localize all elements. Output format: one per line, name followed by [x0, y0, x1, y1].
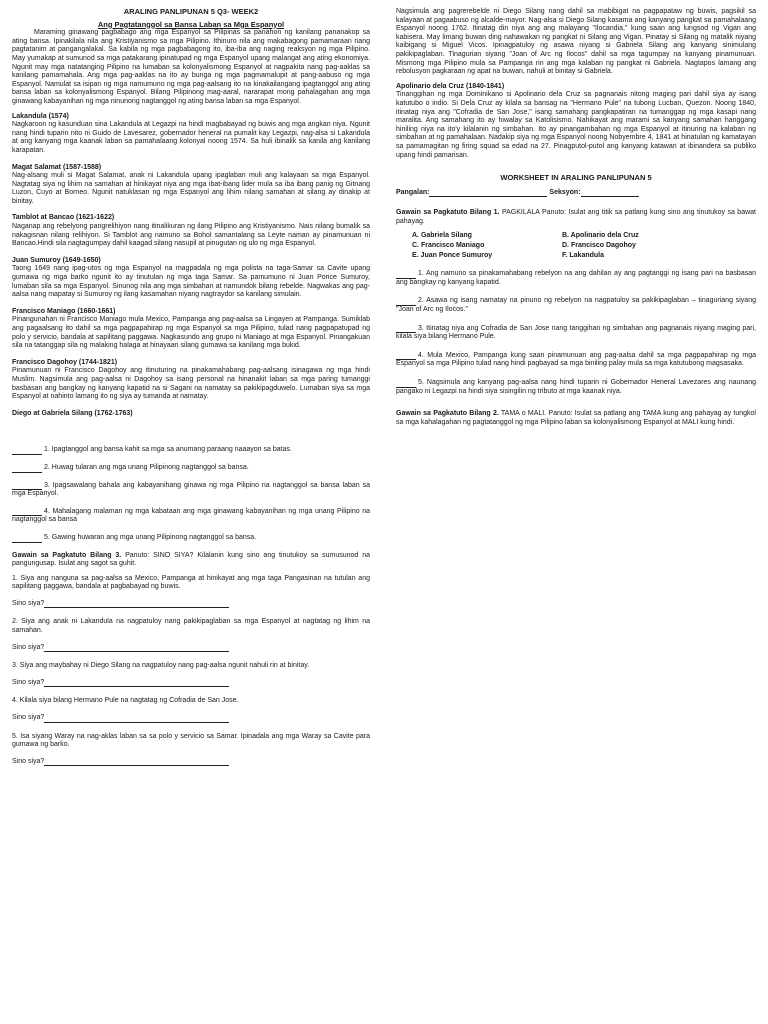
- question-text: 3. Siya ang maybahay ni Diego Silang na nagpatuloy nang pag-aalsa ngunit nahuli rin at binitay.: [12, 662, 310, 670]
- history-section: [12, 113, 370, 156]
- pangalan-field[interactable]: [429, 189, 547, 197]
- item-text: 2. Huwag tularan ang mga unang Pilipinong nagtanggol sa bansa.: [44, 463, 249, 471]
- section-heading: Juan Sumuroy (1649-1650): [12, 256, 101, 264]
- sino-label: Sino siya?: [12, 678, 45, 686]
- history-sections: [12, 113, 370, 402]
- question-text: 1. Siya ang nanguna sa pag-aalsa sa Mexico, Pampanga at hinikayat ang mga taga Pangasinan na tutulan ang sapilitang paggawa, bandala at pagbabayad ng buwis.: [12, 574, 370, 591]
- choice-option: D. Francisco Dagohoy: [562, 242, 636, 250]
- section-body: Pinamunuan ni Francisco Dagohoy ang itinuturing na pinakamahabang pag-aalsang isinagawa ng mga hindi Muslim. Nagsimula ang pag-aalsa ni Dagohoy sa isang personal na hinanakit laban sa mga paring tumanggi basbasan ang bangkay ng kanyang kapatid na si Sagani na namatay sa pakikipagduwelo. Lumaban siya sa mga Espanyol at nahinto lamang ito ng siya ay tumanda at namatay.: [12, 367, 370, 401]
- worksheet-title: WORKSHEET IN ARALING PANLIPUNAN 5: [500, 173, 652, 183]
- history-section: [12, 359, 370, 402]
- answer-line[interactable]: [44, 644, 229, 652]
- answer-blank[interactable]: [12, 465, 42, 473]
- gawain1-instructions: PAGKILALA Panuto: Isulat ang titik sa patlang kung sino ang tinutukoy sa bawat pahayag.: [396, 209, 756, 225]
- choices-grid: [412, 232, 756, 260]
- sino-label: Sino siya?: [12, 714, 45, 722]
- lesson-title: Ang Pagtatanggol sa Bansa Laban sa Mga Espanyol: [97, 19, 285, 29]
- seksyon-field[interactable]: [581, 189, 639, 197]
- item-text: 2. Asawa ng isang namatay na pinuno ng rebelyon na nagpatuloy sa pakikipaglaban – tinaguriang siyang "Joan of Arc ng Ilocos.": [396, 297, 756, 314]
- gawain2-instructions: TAMA o MALI. Panuto: Isulat sa patlang ang TAMA kung ang pahayag ay tungkol sa mga kahalagahan ng pagtatanggol ng mga Pilipino laban sa kolonyalismong Espanyol at MALI kung hindi.: [396, 410, 756, 426]
- answer-blank[interactable]: [12, 447, 42, 455]
- section-heading: Francisco Maniago (1660-1661): [12, 307, 116, 315]
- pagkilala-item: [396, 297, 756, 314]
- answer-blank[interactable]: [12, 508, 42, 516]
- answer-line[interactable]: [44, 679, 229, 687]
- answer-blank[interactable]: [396, 352, 416, 360]
- section-body: Naganap ang rebelyong pangrelihiyon nang itinalikuran ng ilang Pilipino ang Kristiyanismo. Nais nilang bumalik sa nakagisnan nilang relihiyon. Si Tamblot ang namuno sa Bohol samantalang sa Leyte naman ay pinamunuan ni Bancao.Hindi sila nagtagumpay dahil kaagad silang nasupil at pinugutan ng ulo ng mga Espanyol.: [12, 223, 370, 248]
- item-text: 1. Ang namuno sa pinakamahabang rebelyon na ang dahilan ay ang pagtanggi ng isang pari na basbasan ang bangkay ng kanyang kapatid.: [396, 270, 756, 286]
- choice-option: C. Francisco Maniago: [412, 242, 485, 250]
- answer-line[interactable]: [44, 600, 229, 608]
- answer-blank[interactable]: [12, 535, 42, 543]
- pagkilala-item: [396, 352, 756, 369]
- section-body: Taong 1649 nang ipag-utos ng mga Espanyol na magpadala ng mga polista na taga-Samar sa Cavite upang gumawa ng mga barko ngunit ito ay tinutulan ng mga taga Samar. Sa pamumuno ni Juan Ponce Sumuroy, lumaban sila sa mga Espanyol. Sinunog nila ang mga simbahan at namundok bilang rebelde. Nagwakas ang pag-aalsa nang mapatay si Sumuroy ng ilang kasamahan niyang nagtraydor sa kanilang simulain.: [12, 265, 370, 299]
- item-text: 5. Gawing huwaran ang mga unang Pilipinong nagtanggol sa bansa.: [44, 533, 257, 541]
- tama-mali-item: [12, 534, 370, 543]
- question-text: 4. Kilala siya bilang Hermano Pule na nagtatag ng Cofradia de San Jose.: [12, 697, 239, 705]
- left-column: [12, 8, 370, 776]
- question-text: 5. Isa siyang Waray na nag-aklas laban sa sa polo y servicio sa Samar. Ipinadala ang mga Waray sa Cavite para gumawa ng barko.: [12, 732, 370, 749]
- section-body: Pinangunahan ni Francisco Maniago mula Mexico, Pampanga ang pag-aalsa sa Lingayen at Pampanga. Sumiklab ang pagaalsang ito dahil sa mga pagpapahirap ng mga Espanyol sa mga Pilipino, tulad nang pagpapatupad ng polo y servicio, bandala at sapilitang paggawa. Nagkasundo ang grupo ni Maniago at mga Espanyol. Pinangakuan sila na tatanggap sila ng malaking halaga at hinayaan silang gumawa sa kanilang mga bukid.: [12, 316, 370, 350]
- question-text: 2. Siya ang anak ni Lakandula na nagpatuloy nang pakikipaglaban sa mga Espanyol at nagtatag ng lihim na samahan.: [12, 618, 370, 635]
- item-text: 1. Ipagtanggol ang bansa kahit sa mga sa anumang paraang naaayon sa batas.: [44, 446, 292, 454]
- pagkilala-item: [396, 379, 756, 396]
- item-text: 4. Mula Mexico, Pampanga kung saan pinamunuan ang pag-aalsa dahil sa mga pagpapahirap ng mga Espanyol sa mga Pilipino tulad nang hindi pagbayad sa mga biniling palay mula sa mga katutubong magsasaka.: [396, 351, 756, 368]
- apolinario-heading: Apolinario dela Cruz (1840-1841): [396, 82, 505, 90]
- tama-mali-item: [12, 508, 370, 525]
- silang-paragraph: Nagsimula ang pagrerebelde ni Diego Silang nang dahil sa mabibigat na pagpapataw ng buwis, pagsikil sa kalayaan at pagaabuso ng alcalde-mayor. Nag-alsa si Diego Silang kasama ang kanyang pangkat sa pamahalaang Espanyol noong 1762. Itinatag din niya ang ang malayang "Ilocandia," kung saan ang lungsod ng Vigan ang kabisera. May limang buwan ding nahawakan ng pangkat ni Silang ang Vigan. Pinatay si Silang ng matalik niyang kaibigang si Miguel Vicos. Ipinagpatuloy ng asawa niyang si Gabriela Silang ang kanyang sinimulang pakikipaglaban. Tinagurian siyang "Joan of Arc ng Ilocos" dahil sa mga tagumpay na kanyang pinamunuan. Mismong mga Pilipino mula sa Pampanga rin ang mga kalaban ng pangkat ni Gabriela. Nagtapos lamang ang rebolusyon pagkaraan ng apat na buwan, nahuli at binitay si Gabriela.: [396, 8, 756, 76]
- right-column: [396, 8, 756, 433]
- pagkilala-list: [396, 270, 756, 396]
- tama-mali-item: [12, 464, 370, 473]
- tama-mali-item: [12, 482, 370, 499]
- answer-blank[interactable]: [396, 298, 416, 306]
- name-section-row: [396, 189, 756, 198]
- pagkilala-item: [396, 325, 756, 342]
- answer-row: [12, 644, 370, 653]
- sino-siya-list: [12, 575, 370, 767]
- answer-blank[interactable]: [396, 380, 416, 388]
- item-text: 4. Mahalagang malaman ng mga kabataan ang mga ginawang kabayanihan ng mga unang Pilipino na nagtanggol sa bansa: [12, 507, 370, 524]
- section-heading: Magat Salamat (1587-1588): [12, 163, 102, 171]
- gawain2-title: Gawain sa Pagkatuto Bilang 2.: [396, 410, 499, 418]
- gawain1-block: [396, 209, 756, 226]
- gawain3-block: [12, 552, 370, 569]
- section-heading: Tamblot at Bancao (1621-1622): [12, 214, 115, 222]
- item-text: 5. Nagsimula ang kanyang pag-aalsa nang hindi tuparin ni Gobernador Heneral Lavezares ang naunang pangako ni Legazpi na hindi siya sisingilin ng tributo at mga kaanak niya.: [396, 379, 756, 395]
- choice-option: F. Lakandula: [562, 251, 605, 259]
- tama-mali-item: [12, 446, 370, 455]
- apolinario-section: [396, 83, 756, 160]
- seksyon-label: Seksyon:: [549, 188, 581, 196]
- page-title: ARALING PANLIPUNAN 5 Q3- WEEK2: [123, 7, 259, 16]
- tama-mali-list: [12, 446, 370, 542]
- answer-row: [12, 758, 370, 767]
- answer-blank[interactable]: [396, 325, 416, 333]
- choice-option: A. Gabriela Silang: [412, 232, 472, 240]
- apolinario-body: Tinanggihan ng mga Dominikano si Apolinario dela Cruz sa pagnanais nitong maging pari dahil siya ay isang katutubo o indio. Si Dela Cruz ay kilala sa bansag na "Hermano Pule" na tubong Lucban, Quezon. Noong 1840, itinatag niya ang "Cofradia de San Jose," isang samahang pangkapatiran na tumanggap ng mga kasapi nang maralita. Ang samahang ito ay hiwalay sa Katolisismo. Nahikayat ang marami sa kanyang samahan hanggang hiniling niya na ito'y kilalanin ng simbahan. Ito ay pinangambahan ng mga Espanyol at itinuring na kalaban ng simbahan at ng pamahalaan. Nadakip siya ng mga Espanyol noong Nobyembre 4, 1841 at hinatulan ng kamatayan sa pamamagitan ng firing squad sa edad na 27. Pinagputol-putol ang kanyang katawan at ibinandera sa publiko upang hindi pamarisan.: [396, 91, 756, 159]
- sino-label: Sino siya?: [12, 757, 45, 765]
- section-heading: Francisco Dagohoy (1744-1821): [12, 358, 118, 366]
- silang-heading: Diego at Gabriela Silang (1762-1763): [12, 409, 133, 417]
- section-body: Nag-alsang muli si Magat Salamat, anak ni Lakandula upang ipaglaban muli ang kalayaan sa mga Espanyol. Nagtatag siya ng lihim na samahan at hinikayat niya ang mga ibat-ibang lider mula sa iba ibang panig ng Gitnang Luzon, Cuyo at Borneo. Ngunit natuklasan ng mga Espanyol ang lihim nilang samahan at silang ay dinakip at binitay.: [12, 172, 370, 205]
- gawain2-block: [396, 410, 756, 427]
- item-text: 3. Itinatag niya ang Cofradia de San Jose nang tanggihan ng simbahan ang pagnanais niyang maging pari, kilala siya bilang Hermano Pule.: [396, 324, 756, 341]
- answer-row: [12, 714, 370, 723]
- history-section: [12, 308, 370, 351]
- sino-label: Sino siya?: [12, 643, 45, 651]
- section-heading: Lakandula (1574): [12, 112, 69, 120]
- answer-line[interactable]: [44, 715, 229, 723]
- item-text: 3. Ipagsawalang bahala ang kabayanihang ginawa ng mga Pilipino na nagtanggol sa bansa laban sa mga Espanyol.: [12, 481, 370, 498]
- answer-line[interactable]: [44, 758, 229, 766]
- intro-paragraph: Maraming ginawang pagbabago ang mga Espanyol sa Pilipinas sa panahon ng kanilang pananakop sa ating bansa. Ipinakilala nila ang Kristiyanismo sa mga Pilipino. Ithinuro nila ang makabagong pamamaraan nang pagtatanim at pangangalakal. Sa kabila ng mga pagbabagong ito, iba-iba ang naging reaksyon ng mga Pilipino. May yumakap at sumunod sa mga patakarang ipinatupad ng mga Espanyol upang malangat ang ating ekonomiya. Ngunit may mga natatanging Pilipino na lumaban sa kolonyalismong Espanyol at nagpakita nang pag-aaklas sa kanilang pamamahala. Ang mga pag-aaklas na ito ay bunga ng mga pagmamalupit at pang-aabuso ng mga Espanyol. Namulat sa isipan ng mga namumuno ng mga pag-aalsang ito na kinakailangang ipagtanggol ang ating bansa laban sa kolonyalismong Espanyol. Bilang Pilipinong mag-aaral, nararapat mong pahalagahan ang mga ginawang kabayanihan ng mga ninunong nagtanggol ng ating bansa laban sa mga Espanyol.: [12, 29, 370, 105]
- answer-row: [12, 679, 370, 688]
- answer-row: [12, 600, 370, 609]
- sino-label: Sino siya?: [12, 599, 45, 607]
- pagkilala-item: [396, 270, 756, 287]
- choice-option: E. Juan Ponce Sumuroy: [412, 251, 493, 259]
- gawain1-title: Gawain sa Pagkatuto Bilang 1.: [396, 209, 500, 217]
- history-section: [12, 257, 370, 300]
- answer-blank[interactable]: [12, 482, 42, 490]
- choice-option: B. Apolinario dela Cruz: [562, 232, 639, 240]
- history-section: [12, 214, 370, 248]
- answer-blank[interactable]: [396, 271, 416, 279]
- section-body: Nagkaroon ng kasunduan sina Lakandula at Legazpi na hindi magbabayad ng buwis ang mga angkan niya. Ngunit nang hindi tuparin nito ni Guido de Lavesarez, gobernador heneral na pumalit kay Legazpi, nag-alsa si Lakandula at ang kanyang mga kaanak laban sa pamahalaang kolonyal noong 1574. Sa huli ibinalik sa kanila ang kanilang karapatan.: [12, 121, 370, 154]
- gawain3-instructions: Panuto: SINO SIYA? Kilalanin kung sino ang tinutukoy sa sumusunod na pangungusap. Isulat ang sagot sa guhit.: [12, 551, 370, 568]
- history-section: [12, 164, 370, 207]
- pangalan-label: Pangalan:: [396, 188, 430, 196]
- gawain3-title: Gawain sa Pagkatuto Bilang 3.: [12, 551, 122, 559]
